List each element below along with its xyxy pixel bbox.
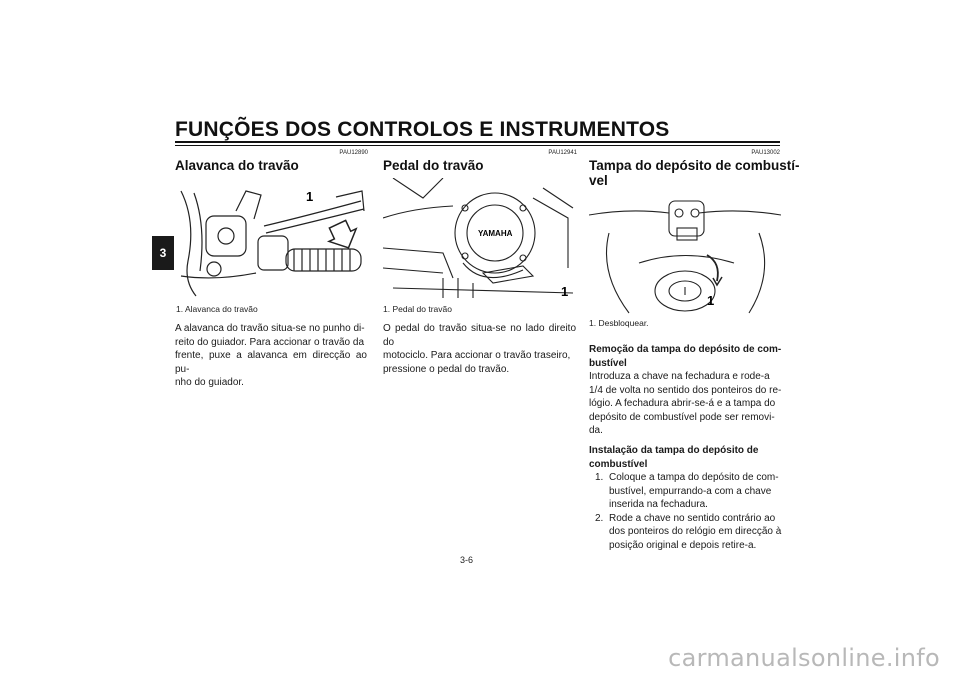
section-heading-brake-lever: Alavanca do travão: [175, 158, 299, 173]
figure-callout: 1: [707, 293, 715, 308]
list-item: 2. Rode a chave no sentido contrário ao: [595, 512, 776, 524]
installation-steps: 1. Coloque a tampa do depósito de com- bustível, empurrando-a com a chave inserida na fechadura. 2. Rode a chave no sentido contrário ao dos ponteiros do relógio em direcção à posição original e depois retire-a.: [595, 471, 785, 553]
installation-subheading: Instalação da tampa do depósito de combustível: [589, 445, 759, 470]
watermark: carmanualsonline.info: [668, 644, 940, 672]
removal-subheading: Remoção da tampa do depósito de com- bustível: [589, 344, 782, 369]
yamaha-logo: YAMAHA: [478, 229, 513, 238]
section-heading-brake-pedal: Pedal do travão: [383, 158, 484, 173]
figure-callout: 1: [306, 189, 314, 204]
brake-lever-figure: [176, 181, 368, 299]
chapter-tab: 3: [152, 236, 174, 270]
fuel-cap-figure: [589, 193, 781, 315]
page-number: 3-6: [460, 555, 474, 565]
figure-caption: 1. Desbloquear.: [589, 318, 649, 328]
figure-caption: 1. Alavanca do travão: [176, 304, 258, 314]
section-code: PAU12941: [548, 150, 577, 156]
figure-caption: 1. Pedal do travão: [383, 304, 452, 314]
removal-text: Introduza a chave na fechadura e rode-a 1/4 de volta no sentido dos ponteiros do re- lógio. A fechadura abrir-se-á e a tampa do depósito de combustível pode ser removi- da.: [589, 371, 782, 437]
list-item: 1. Coloque a tampa do depósito de com-: [595, 472, 779, 483]
brake-pedal-text: O pedal do travão situa-se no lado direito do motociclo. Para accionar o travão traseiro, pressione o pedal do travão.: [383, 323, 576, 375]
title-rule-thin: [175, 145, 780, 146]
section-code: PAU12890: [339, 150, 368, 156]
section-code: PAU13002: [751, 150, 780, 156]
page-title: FUNÇÕES DOS CONTROLOS E INSTRUMENTOS: [175, 118, 670, 141]
title-rule: [175, 141, 780, 143]
brake-lever-text: A alavanca do travão situa-se no punho di- reito do guiador. Para accionar o travão da frente, puxe a alavanca em direcção ao pu- nho do guiador.: [175, 323, 367, 389]
section-heading-fuel-cap: Tampa do depósito de combustí- vel: [589, 158, 800, 188]
brake-pedal-figure: [383, 178, 575, 300]
figure-callout: 1: [561, 284, 569, 299]
